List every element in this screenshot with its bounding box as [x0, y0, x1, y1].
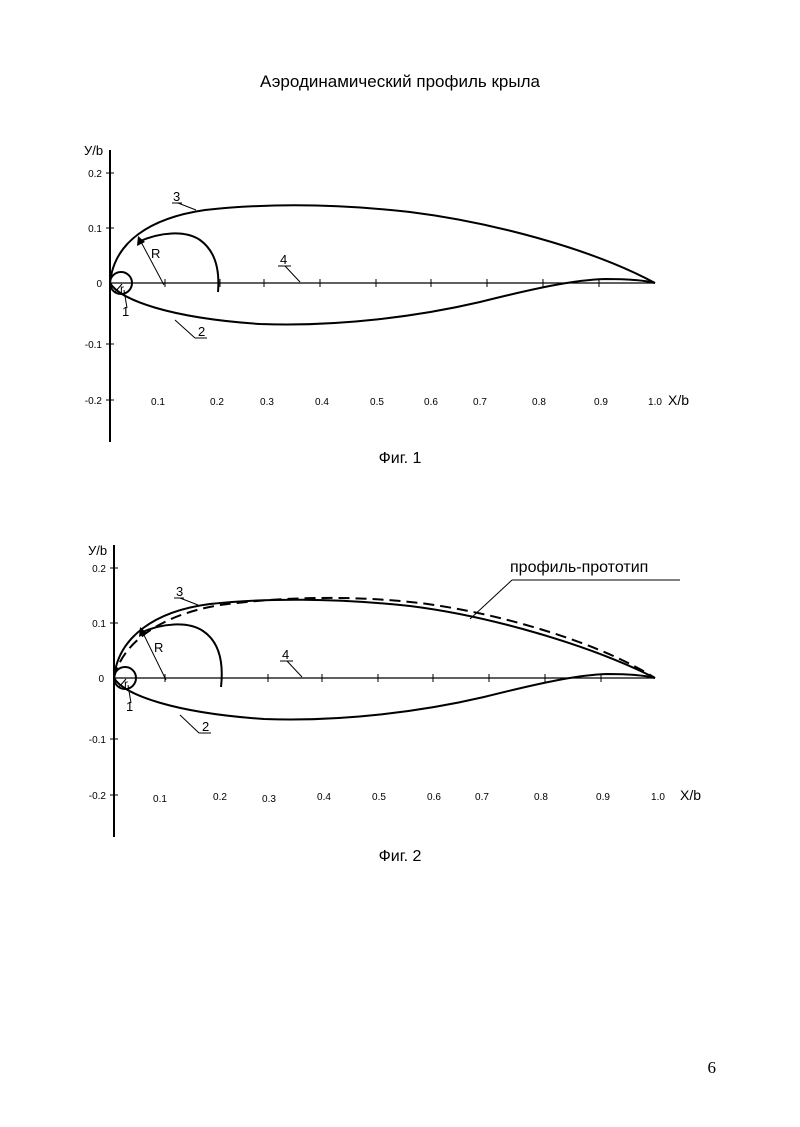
label-upper-surface: 3 [176, 584, 184, 599]
x-tick-label: 0.4 [317, 792, 331, 803]
y-tick-label: -0.1 [88, 735, 106, 746]
x-tick-label: 0.9 [594, 397, 608, 408]
label-upper-surface: 3 [173, 189, 181, 204]
label-chord: 4 [280, 252, 288, 267]
x-tick-label: 0.6 [427, 792, 441, 803]
y-tick-label: 0.1 [88, 224, 102, 235]
label-big-radius: R [151, 246, 161, 261]
y-axis-label: У/b [84, 143, 104, 158]
figure-1-caption: Фиг. 1 [378, 450, 422, 467]
y-tick-label: 0.1 [92, 619, 106, 630]
figure-1-diagram [0, 140, 800, 450]
y-tick-label: 0 [98, 674, 104, 685]
label-small-radius: r [120, 282, 124, 296]
label-lower-surface: 2 [198, 324, 206, 339]
y-tick-label: 0 [96, 279, 102, 290]
x-tick-label: 0.7 [473, 397, 487, 408]
upper-surface-curve [110, 205, 655, 283]
prototype-profile-curve [114, 598, 655, 678]
x-tick-label: 0.1 [151, 397, 165, 408]
x-tick-label: 0.8 [532, 397, 546, 408]
x-tick-label: 0.3 [262, 794, 276, 805]
label-leading-circle: 1 [126, 699, 134, 714]
x-tick-label: 0.6 [424, 397, 438, 408]
y-tick-label: 0.2 [92, 564, 106, 575]
x-tick-label: 0.5 [372, 792, 386, 803]
label-chord: 4 [282, 647, 290, 662]
y-axis-label: У/b [88, 543, 108, 558]
x-axis-label: X/b [680, 787, 702, 803]
lower-surface-curve [110, 279, 655, 324]
label-big-radius: R [154, 640, 164, 655]
x-tick-label: 1.0 [648, 397, 662, 408]
x-tick-label: 0.8 [534, 792, 548, 803]
x-tick-label: 0.5 [370, 397, 384, 408]
x-tick-label: 0.2 [210, 397, 224, 408]
x-tick-label: 0.1 [153, 794, 167, 805]
x-tick-label: 0.7 [475, 792, 489, 803]
y-tick-label: 0.2 [88, 169, 102, 180]
page-number: 6 [707, 1058, 716, 1077]
y-tick-label: -0.1 [84, 340, 102, 351]
figure-2-diagram [0, 535, 800, 845]
label-prototype: профиль-прототип [510, 559, 649, 576]
x-tick-label: 0.3 [260, 397, 274, 408]
x-tick-label: 0.9 [596, 792, 610, 803]
x-axis-label: X/b [668, 392, 690, 408]
label-leading-circle: 1 [122, 304, 130, 319]
label-lower-surface: 2 [202, 719, 210, 734]
lower-surface-curve [114, 674, 655, 719]
page-title: Аэродинамический профиль крыла [260, 72, 540, 91]
x-tick-label: 0.4 [315, 397, 329, 408]
x-tick-label: 1.0 [651, 792, 665, 803]
y-tick-label: -0.2 [88, 791, 106, 802]
y-tick-label: -0.2 [84, 396, 102, 407]
x-tick-label: 0.2 [213, 792, 227, 803]
label-small-radius: r [124, 677, 128, 691]
figure-2-caption: Фиг. 2 [378, 848, 422, 865]
